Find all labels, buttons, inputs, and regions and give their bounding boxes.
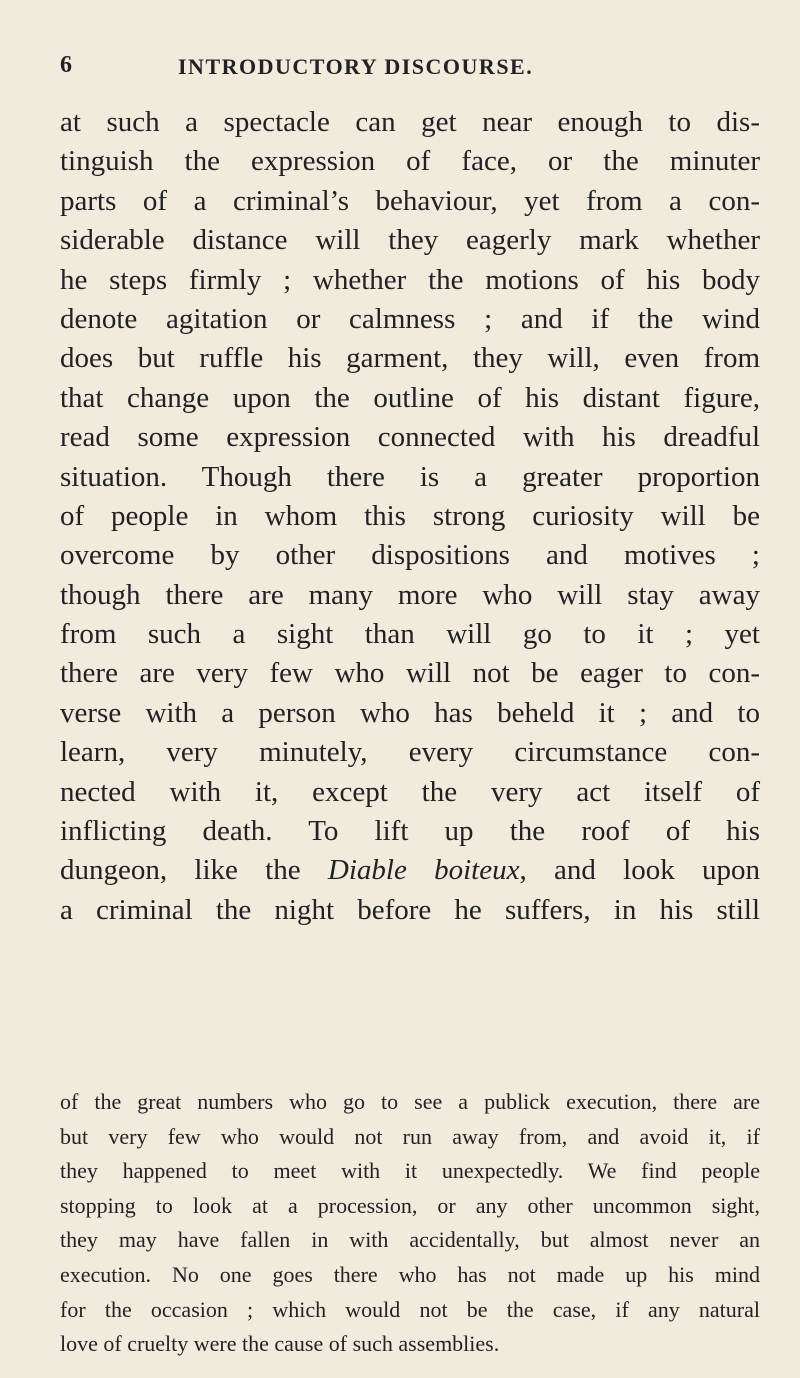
text-line: inflicting death. To lift up the roof of his [60,815,760,848]
footnote-line: they may have fallen in with accidentally, but almost never an [60,1227,760,1253]
text-line: overcome by other dispositions and motives ; [60,539,760,572]
text-line: tinguish the expression of face, or the minuter [60,145,760,178]
text-line: though there are many more who will stay away [60,578,760,611]
footnote-line: of the great numbers who go to see a publick execution, there are [60,1089,760,1114]
text-line: situation. Though there is a greater proportion [60,460,760,493]
text-line: verse with a person who has beheld it ; and to [60,696,760,729]
footnote-line: execution. No one goes there who has not made up his mind [60,1261,760,1287]
text-line: from such a sight than will go to it ; yet [60,618,760,651]
text-line: he steps firmly ; whether the motions of his body [60,263,760,296]
footnote-line: but very few who would not run away from, and avoid it, if [60,1123,760,1149]
text-line: there are very few who will not be eager to con- [60,657,760,690]
text-line: of people in whom this strong curiosity will be [60,499,760,532]
text-line: a criminal the night before he suffers, in his still [60,893,760,926]
text-line-with-italic [60,851,760,890]
text-line: siderable distance will they eagerly mark whether [60,224,760,257]
text-line: nected with it, except the very act itself of [60,775,760,808]
footnote-last-line: love of cruelty were the cause of such assemblies. [60,1331,500,1357]
page-header [60,52,760,92]
text-fragment: dungeon, like the [60,854,328,887]
italic-title: Diable boiteux [327,854,520,887]
footnote-line: stopping to look at a procession, or any other uncommon sight, [60,1192,760,1218]
page-number: 6 [60,52,72,78]
text-line: that change upon the outline of his distant figure, [60,381,760,414]
main-text [60,103,760,930]
text-line: learn, very minutely, every circumstance con- [60,736,760,769]
text-line: parts of a criminal’s behaviour, yet from a con- [60,184,760,217]
text-fragment: , and look upon [519,854,760,887]
footnote [60,1085,760,1362]
text-line: denote agitation or calmness ; and if the wind [60,302,760,335]
footnote-line: for the occasion ; which would not be the case, if any natural [60,1296,760,1322]
text-line: at such a spectacle can get near enough to dis- [60,106,760,138]
footnote-line: they happened to meet with it unexpectedly. We find people [60,1158,760,1184]
text-line: does but ruffle his garment, they will, even from [60,342,760,375]
text-line: read some expression connected with his dreadful [60,421,760,454]
running-head: INTRODUCTORY DISCOURSE. [178,54,534,79]
